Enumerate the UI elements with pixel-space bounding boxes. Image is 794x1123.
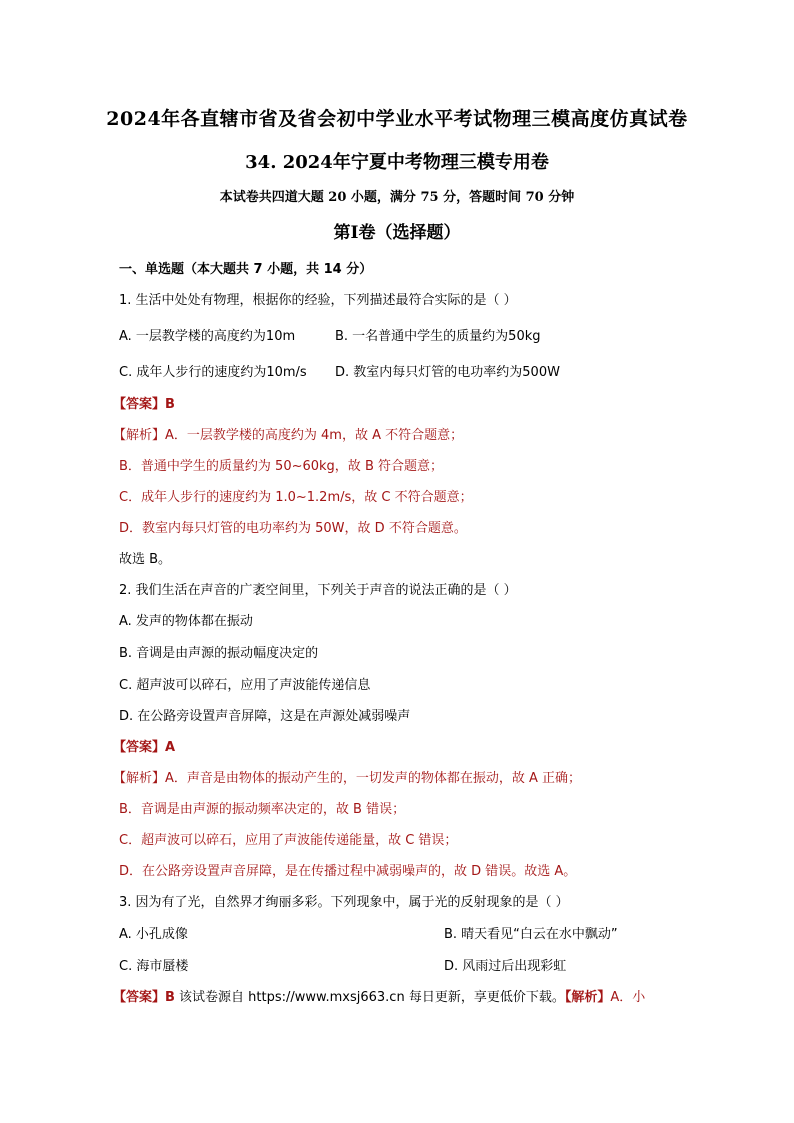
question-1-stem: 1. 生活中处处有物理，根据你的经验，下列描述最符合实际的是（ ） (119, 293, 517, 308)
question-2-option-d: D. 在公路旁设置声音屏障，这是在声源处减弱噪声 (119, 709, 411, 724)
question-1-analysis-c: C．成年人步行的速度约为 1.0~1.2m/s，故 C 不符合题意； (119, 490, 473, 505)
question-3-option-d: D. 风雨过后出现彩虹 (444, 959, 567, 974)
question-2-analysis-b: B．音调是由声源的振动频率决定的，故 B 错误； (119, 802, 406, 817)
section-heading: 一、单选题（本大题共 7 小题，共 14 分） (119, 262, 373, 277)
question-1-analysis-d: D．教室内每只灯管的电功率约为 50W，故 D 不符合题意。 (119, 521, 467, 536)
section-title: 第Ⅰ卷（选择题） (333, 223, 461, 243)
paper-title: 2024年各直辖市省及省会初中学业水平考试物理三模高度仿真试卷 (106, 108, 688, 130)
question-1-option-c: C. 成年人步行的速度约为10m/s (119, 365, 307, 380)
question-3-option-c: C. 海市蜃楼 (119, 959, 189, 974)
question-3-option-a: A. 小孔成像 (119, 927, 188, 942)
question-2-analysis-d: D．在公路旁设置声音屏障，是在传播过程中减弱噪声的，故 D 错误。故选 A。 (119, 864, 577, 879)
question-3-option-b: B. 晴天看见“白云在水中飘动” (444, 927, 618, 942)
question-1-option-b: B. 一名普通中学生的质量约为50kg (335, 329, 541, 344)
question-3-analysis-start: A．小 (610, 990, 646, 1005)
exam-info: 本试卷共四道大题 20 小题，满分 75 分，答题时间 70 分钟 (219, 190, 575, 205)
question-3-answer: 【答案】B (113, 990, 175, 1005)
question-2-option-c: C. 超声波可以碎石，应用了声波能传递信息 (119, 678, 371, 693)
question-1-conclusion: 故选 B。 (119, 552, 172, 567)
question-2-option-b: B. 音调是由声源的振动幅度决定的 (119, 646, 319, 661)
question-2-option-a: A. 发声的物体都在振动 (119, 614, 253, 629)
question-1-analysis-b: B．普通中学生的质量约为 50~60kg，故 B 符合题意； (119, 459, 443, 474)
question-1-answer: 【答案】B (113, 397, 175, 412)
question-2-stem: 2. 我们生活在声音的广袤空间里，下列关于声音的说法正确的是（ ） (119, 583, 517, 598)
paper-subtitle: 34. 2024年宁夏中考物理三模专用卷 (245, 152, 549, 173)
question-1-analysis-a: 【解析】A．一层教学楼的高度约为 4m，故 A 不符合题意； (113, 428, 464, 443)
question-3-stem: 3. 因为有了光，自然界才绚丽多彩。下列现象中，属于光的反射现象的是（ ） (119, 895, 569, 910)
question-3-analysis-tag: 【解析】 (564, 990, 611, 1005)
question-2-analysis-a: 【解析】A．声音是由物体的振动产生的，一切发声的物体都在振动，故 A 正确； (113, 771, 582, 786)
question-1-option-a: A. 一层教学楼的高度约为10m (119, 329, 296, 344)
question-2-analysis-c: C．超声波可以碎石，应用了声波能传递能量，故 C 错误； (119, 833, 458, 848)
question-2-answer: 【答案】A (113, 740, 176, 755)
source-notice: 该试卷源自 https://www.mxsj663.cn 每日更新，享更低价下载。 (174, 990, 565, 1005)
question-1-option-d: D. 教室内每只灯管的电功率约为500W (335, 365, 560, 380)
question-3-answer-line (113, 989, 645, 1007)
